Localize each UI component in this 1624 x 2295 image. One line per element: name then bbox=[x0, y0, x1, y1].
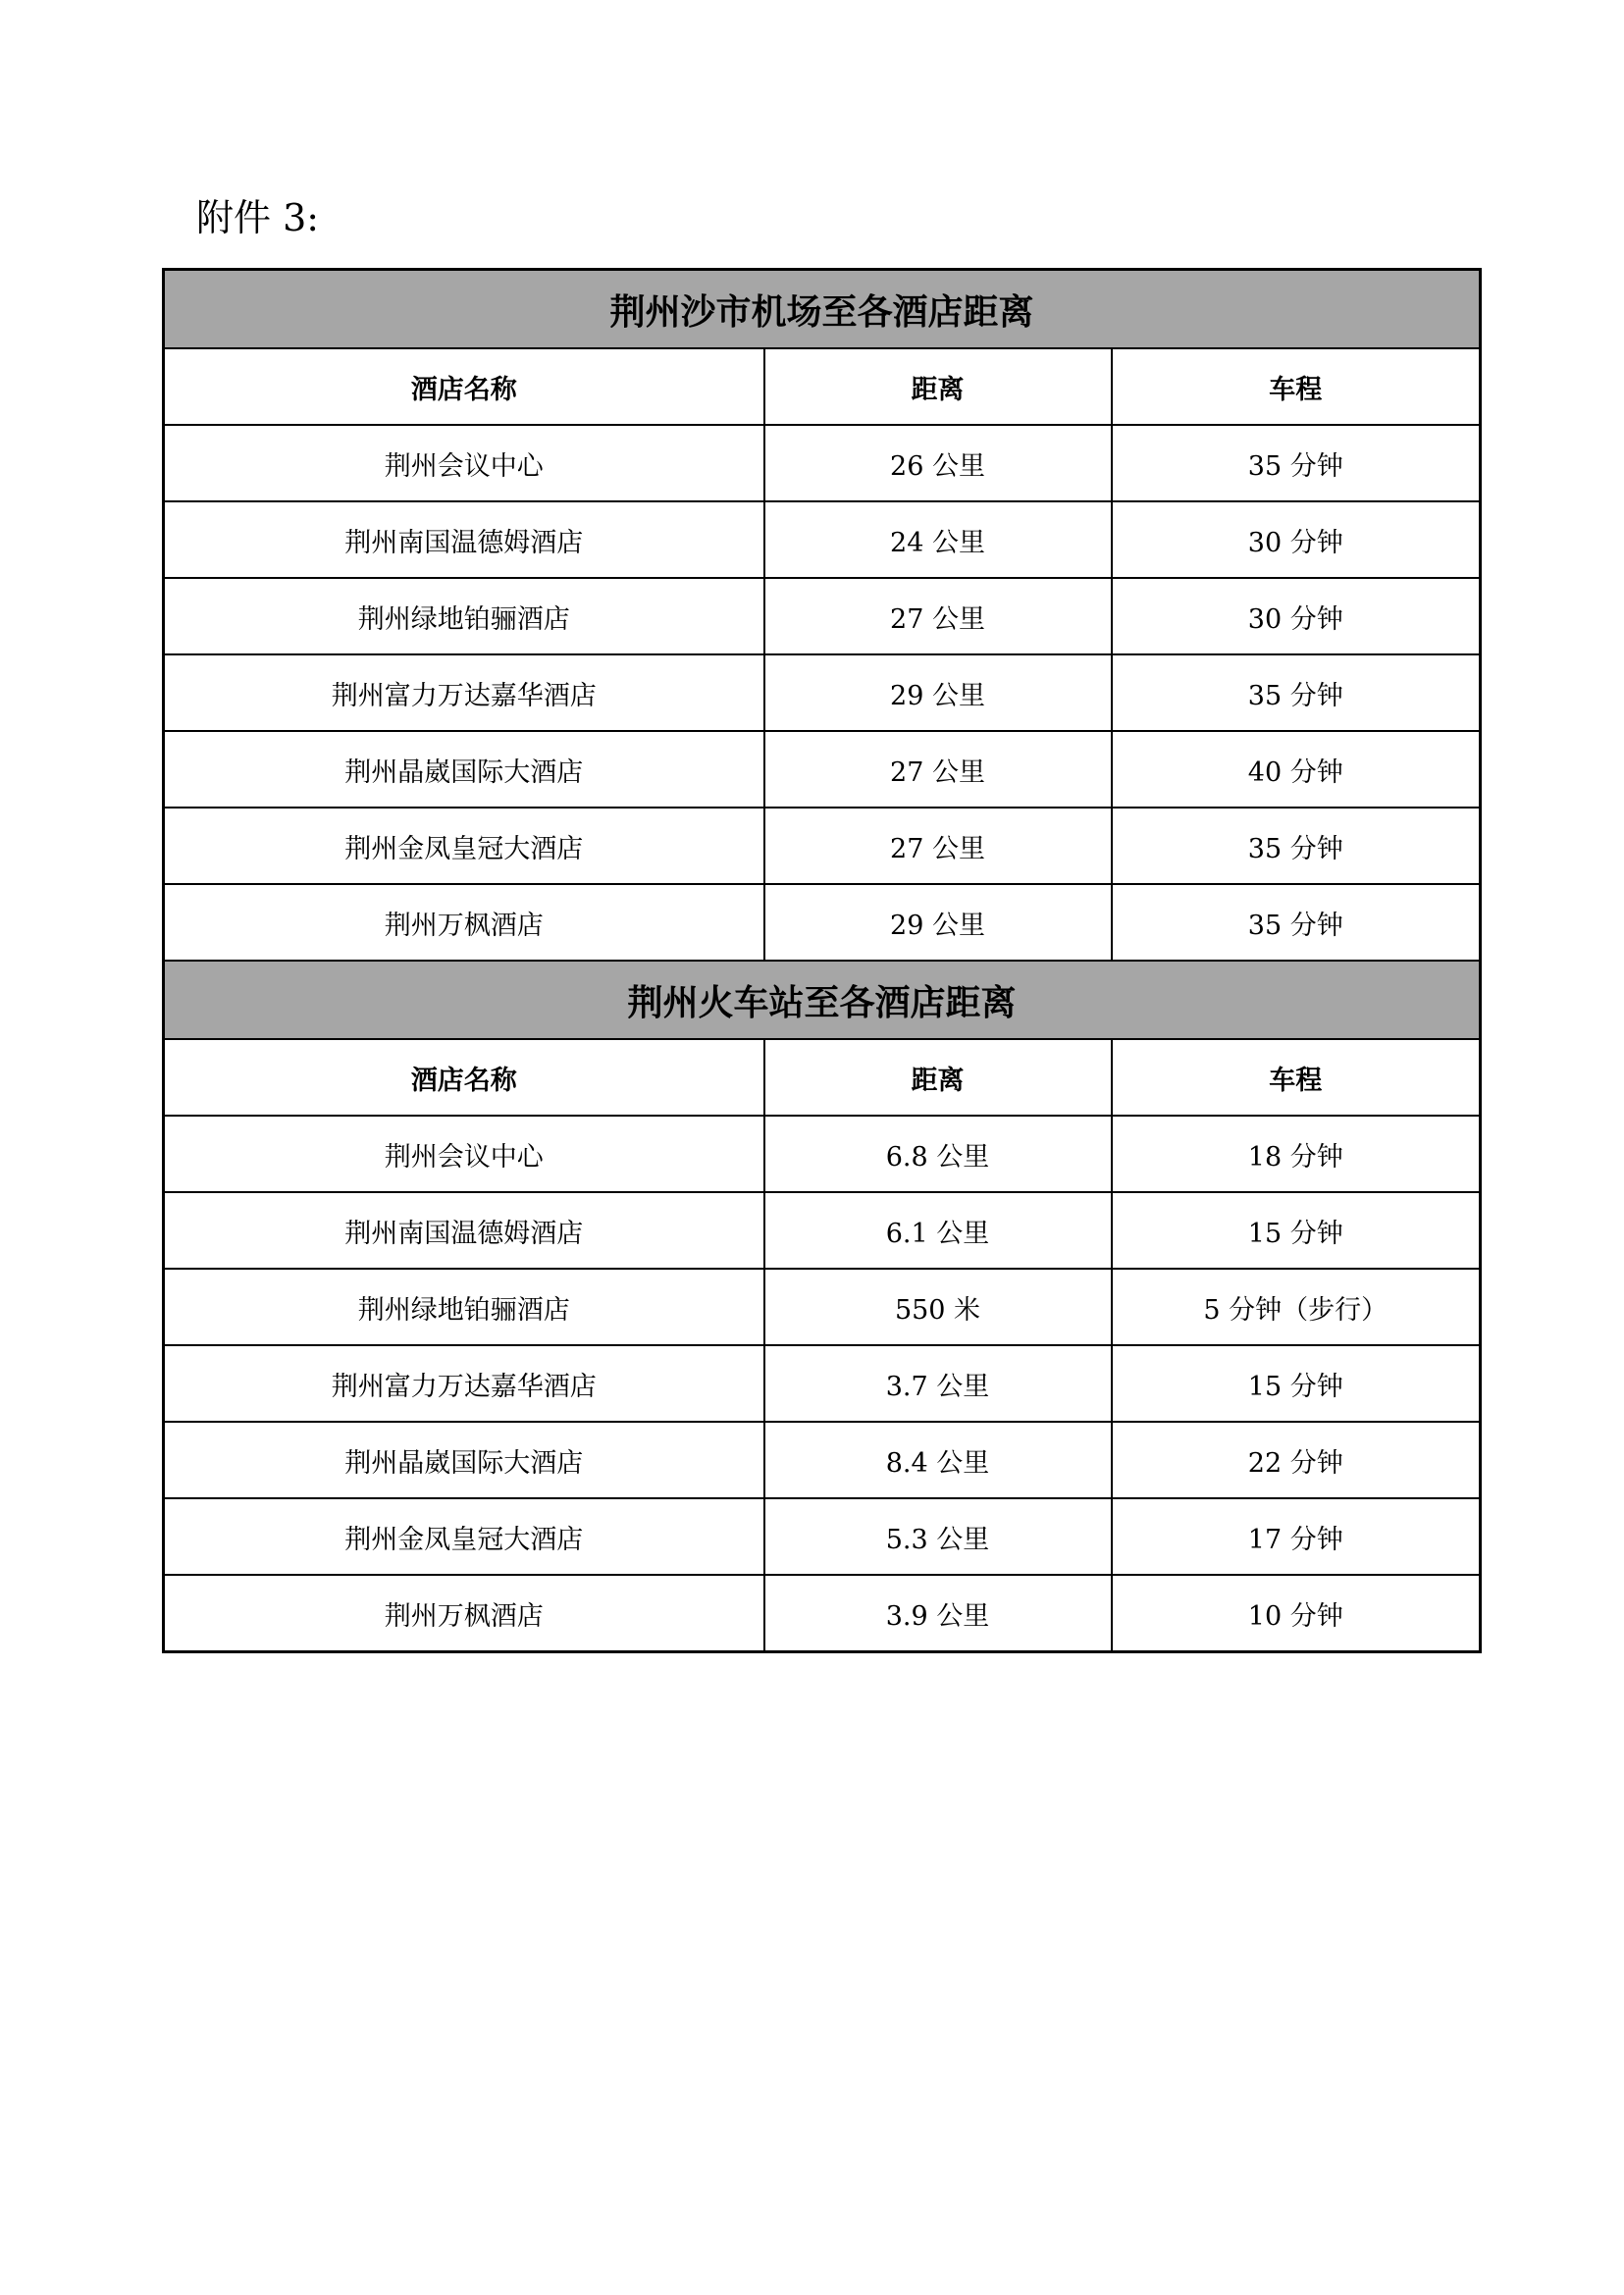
distance-table bbox=[162, 268, 1482, 1653]
attachment-label: 附件 3: bbox=[196, 196, 320, 239]
hotel-name-cell: 荆州金凤皇冠大酒店 bbox=[164, 1498, 764, 1575]
travel-time-cell: 15 分钟 bbox=[1112, 1345, 1481, 1422]
travel-time-cell: 22 分钟 bbox=[1112, 1422, 1481, 1498]
section-title-row-airport bbox=[164, 270, 1481, 349]
column-header-row bbox=[164, 348, 1481, 425]
distance-cell: 550 米 bbox=[764, 1269, 1112, 1345]
table-row bbox=[164, 1116, 1481, 1192]
distance-cell: 24 公里 bbox=[764, 501, 1112, 578]
travel-time-cell: 35 分钟 bbox=[1112, 425, 1481, 501]
column-header-distance: 距离 bbox=[764, 348, 1112, 425]
distance-cell: 3.9 公里 bbox=[764, 1575, 1112, 1652]
travel-time-cell: 15 分钟 bbox=[1112, 1192, 1481, 1269]
section-title: 荆州沙市机场至各酒店距离 bbox=[164, 270, 1481, 349]
hotel-name-cell: 荆州万枫酒店 bbox=[164, 1575, 764, 1652]
travel-time-cell: 18 分钟 bbox=[1112, 1116, 1481, 1192]
hotel-name-cell: 荆州金凤皇冠大酒店 bbox=[164, 808, 764, 884]
hotel-name-cell: 荆州万枫酒店 bbox=[164, 884, 764, 961]
distance-cell: 29 公里 bbox=[764, 884, 1112, 961]
table-row bbox=[164, 501, 1481, 578]
hotel-name-cell: 荆州会议中心 bbox=[164, 425, 764, 501]
distance-cell: 27 公里 bbox=[764, 808, 1112, 884]
table-row bbox=[164, 731, 1481, 808]
table-row bbox=[164, 1269, 1481, 1345]
table-row bbox=[164, 578, 1481, 654]
column-header-travel-time: 车程 bbox=[1112, 348, 1481, 425]
distance-table-container bbox=[162, 268, 1479, 1653]
table-row bbox=[164, 884, 1481, 961]
travel-time-cell: 30 分钟 bbox=[1112, 578, 1481, 654]
travel-time-cell: 17 分钟 bbox=[1112, 1498, 1481, 1575]
distance-cell: 5.3 公里 bbox=[764, 1498, 1112, 1575]
travel-time-cell: 5 分钟（步行） bbox=[1112, 1269, 1481, 1345]
distance-cell: 27 公里 bbox=[764, 578, 1112, 654]
hotel-name-cell: 荆州富力万达嘉华酒店 bbox=[164, 654, 764, 731]
column-header-hotel-name: 酒店名称 bbox=[164, 348, 764, 425]
table-row bbox=[164, 1345, 1481, 1422]
hotel-name-cell: 荆州晶崴国际大酒店 bbox=[164, 1422, 764, 1498]
hotel-name-cell: 荆州南国温德姆酒店 bbox=[164, 501, 764, 578]
distance-cell: 29 公里 bbox=[764, 654, 1112, 731]
travel-time-cell: 10 分钟 bbox=[1112, 1575, 1481, 1652]
travel-time-cell: 35 分钟 bbox=[1112, 654, 1481, 731]
table-row bbox=[164, 1192, 1481, 1269]
column-header-travel-time: 车程 bbox=[1112, 1039, 1481, 1116]
distance-cell: 26 公里 bbox=[764, 425, 1112, 501]
travel-time-cell: 35 分钟 bbox=[1112, 808, 1481, 884]
distance-cell: 8.4 公里 bbox=[764, 1422, 1112, 1498]
column-header-hotel-name: 酒店名称 bbox=[164, 1039, 764, 1116]
hotel-name-cell: 荆州晶崴国际大酒店 bbox=[164, 731, 764, 808]
section-title-row-railway bbox=[164, 961, 1481, 1039]
table-row bbox=[164, 1498, 1481, 1575]
section-title: 荆州火车站至各酒店距离 bbox=[164, 961, 1481, 1039]
travel-time-cell: 40 分钟 bbox=[1112, 731, 1481, 808]
distance-cell: 6.8 公里 bbox=[764, 1116, 1112, 1192]
table-row bbox=[164, 1575, 1481, 1652]
distance-cell: 27 公里 bbox=[764, 731, 1112, 808]
column-header-distance: 距离 bbox=[764, 1039, 1112, 1116]
hotel-name-cell: 荆州富力万达嘉华酒店 bbox=[164, 1345, 764, 1422]
hotel-name-cell: 荆州绿地铂骊酒店 bbox=[164, 1269, 764, 1345]
table-row bbox=[164, 425, 1481, 501]
distance-cell: 6.1 公里 bbox=[764, 1192, 1112, 1269]
table-row bbox=[164, 654, 1481, 731]
hotel-name-cell: 荆州绿地铂骊酒店 bbox=[164, 578, 764, 654]
hotel-name-cell: 荆州会议中心 bbox=[164, 1116, 764, 1192]
table-row bbox=[164, 1422, 1481, 1498]
travel-time-cell: 35 分钟 bbox=[1112, 884, 1481, 961]
hotel-name-cell: 荆州南国温德姆酒店 bbox=[164, 1192, 764, 1269]
distance-cell: 3.7 公里 bbox=[764, 1345, 1112, 1422]
table-row bbox=[164, 808, 1481, 884]
travel-time-cell: 30 分钟 bbox=[1112, 501, 1481, 578]
column-header-row bbox=[164, 1039, 1481, 1116]
